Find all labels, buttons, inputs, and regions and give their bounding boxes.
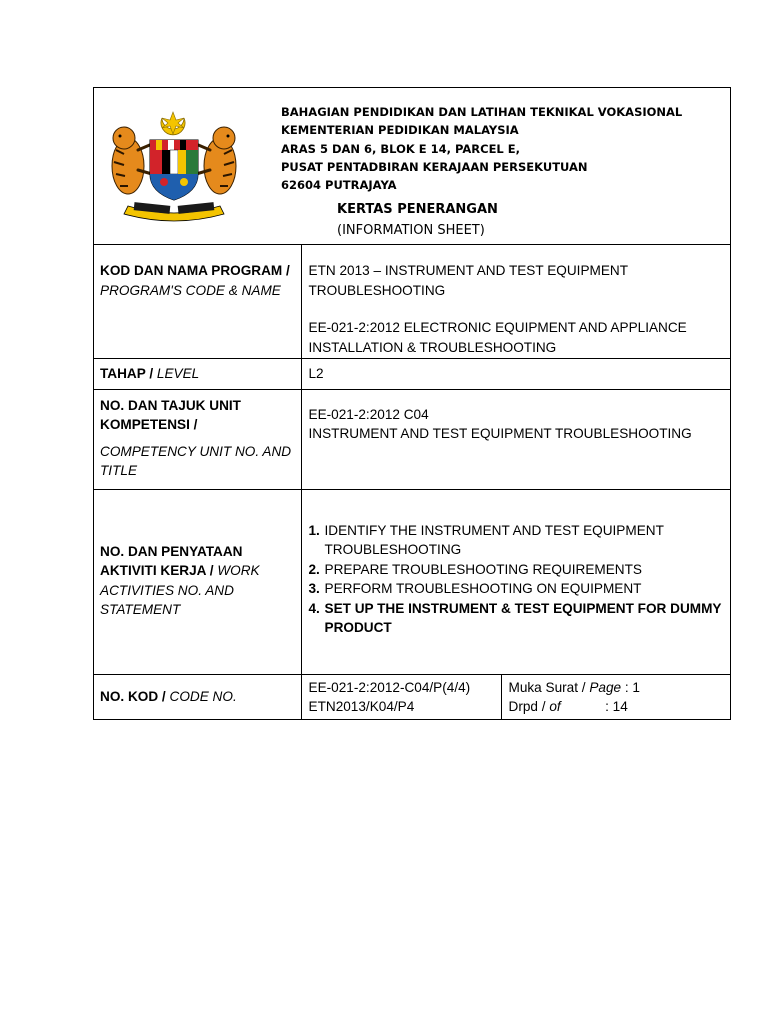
page-label: Muka Surat /	[508, 679, 586, 695]
work-label	[100, 542, 301, 620]
work-label-cell	[94, 489, 301, 674]
page-info-cell	[501, 674, 730, 719]
of-label-en: of	[549, 699, 561, 714]
of-label: Drpd /	[508, 699, 546, 714]
list-item	[309, 560, 731, 580]
list-item	[309, 579, 731, 599]
program-value-2: EE-021-2:2012 ELECTRONIC EQUIPMENT AND APPLIANCE INSTALLATION & TROUBLESHOOTING	[308, 320, 687, 355]
list-item-text: SET UP THE INSTRUMENT & TEST EQUIPMENT FOR DUMMY PRODUCT	[324, 600, 722, 635]
competency-row	[94, 389, 730, 489]
competency-label-en: COMPETENCY UNIT NO. AND TITLE	[100, 443, 292, 478]
level-value-cell	[301, 358, 730, 389]
list-item-text: IDENTIFY THE INSTRUMENT AND TEST EQUIPMENT TROUBLESHOOTING	[324, 522, 664, 557]
code-value-cell	[301, 674, 501, 719]
document-title: KERTAS PENERANGAN	[337, 202, 498, 217]
list-item-number: 4.	[308, 600, 320, 616]
program-label: KOD DAN NAMA PROGRAM /	[100, 263, 290, 278]
work-activities-list	[309, 521, 731, 638]
work-activities-row	[94, 489, 730, 674]
org-line: 62604 PUTRAJAYA	[281, 178, 397, 193]
list-item-text: PREPARE TROUBLESHOOTING REQUIREMENTS	[324, 561, 642, 577]
work-value-cell	[301, 489, 730, 674]
program-row	[94, 245, 730, 358]
code-row	[94, 674, 730, 719]
level-row	[94, 358, 730, 389]
page-value: : 1	[624, 679, 640, 695]
org-line: BAHAGIAN PENDIDIKAN DAN LATIHAN TEKNIKAL VOKASIONAL	[281, 105, 683, 119]
level-label-en: LEVEL	[156, 365, 200, 381]
program-value-cell	[301, 245, 730, 358]
document-title-block	[337, 199, 498, 241]
level-value: L2	[308, 365, 324, 381]
info-table	[94, 245, 730, 719]
document-subtitle: (INFORMATION SHEET)	[337, 223, 485, 238]
organization-address	[281, 103, 682, 194]
org-line: ARAS 5 DAN 6, BLOK E 14, PARCEL E,	[281, 141, 520, 156]
program-label-en: PROGRAM'S CODE & NAME	[100, 282, 281, 298]
total-pages	[509, 697, 731, 717]
list-item-number: 1.	[308, 522, 320, 538]
list-item-number: 3.	[308, 581, 320, 596]
competency-label: NO. DAN TAJUK UNIT KOMPETENSI /	[100, 397, 241, 432]
code-label: NO. KOD /	[100, 689, 166, 704]
list-item	[309, 599, 731, 638]
competency-code: EE-021-2:2012 C04	[308, 406, 429, 422]
sheet-header	[94, 88, 730, 245]
org-line: KEMENTERIAN PEDIDIKAN MALAYSIA	[281, 123, 519, 138]
work-label-bold: NO. DAN PENYATAAN AKTIVITI KERJA /	[100, 543, 243, 578]
work-label-en: WORK ACTIVITIES NO. AND STATEMENT	[100, 563, 260, 617]
org-line: PUSAT PENTADBIRAN KERAJAAN PERSEKUTUAN	[281, 159, 588, 174]
list-item	[309, 521, 731, 560]
code-value-2: ETN2013/K04/P4	[308, 699, 415, 714]
code-label-en: CODE NO.	[169, 689, 237, 704]
competency-label-cell	[94, 389, 301, 489]
list-item-number: 2.	[308, 561, 320, 577]
level-label: TAHAP /	[100, 365, 154, 381]
information-sheet	[93, 87, 731, 720]
code-label-cell	[94, 674, 301, 719]
program-label-cell	[94, 245, 301, 358]
program-value-1: ETN 2013 – INSTRUMENT AND TEST EQUIPMENT TROUBLESHOOTING	[308, 263, 628, 298]
code-value-1: EE-021-2:2012-C04/P(4/4)	[308, 679, 471, 695]
page-number	[509, 678, 731, 698]
competency-title: INSTRUMENT AND TEST EQUIPMENT TROUBLESHOOTING	[308, 426, 692, 441]
competency-value-cell	[301, 389, 730, 489]
list-item-text: PERFORM TROUBLESHOOTING ON EQUIPMENT	[324, 581, 642, 596]
page-label-en: Page	[589, 679, 622, 695]
of-value: : 14	[605, 699, 628, 714]
level-label-cell	[94, 358, 301, 389]
malaysia-coat-of-arms-logo	[98, 110, 250, 222]
